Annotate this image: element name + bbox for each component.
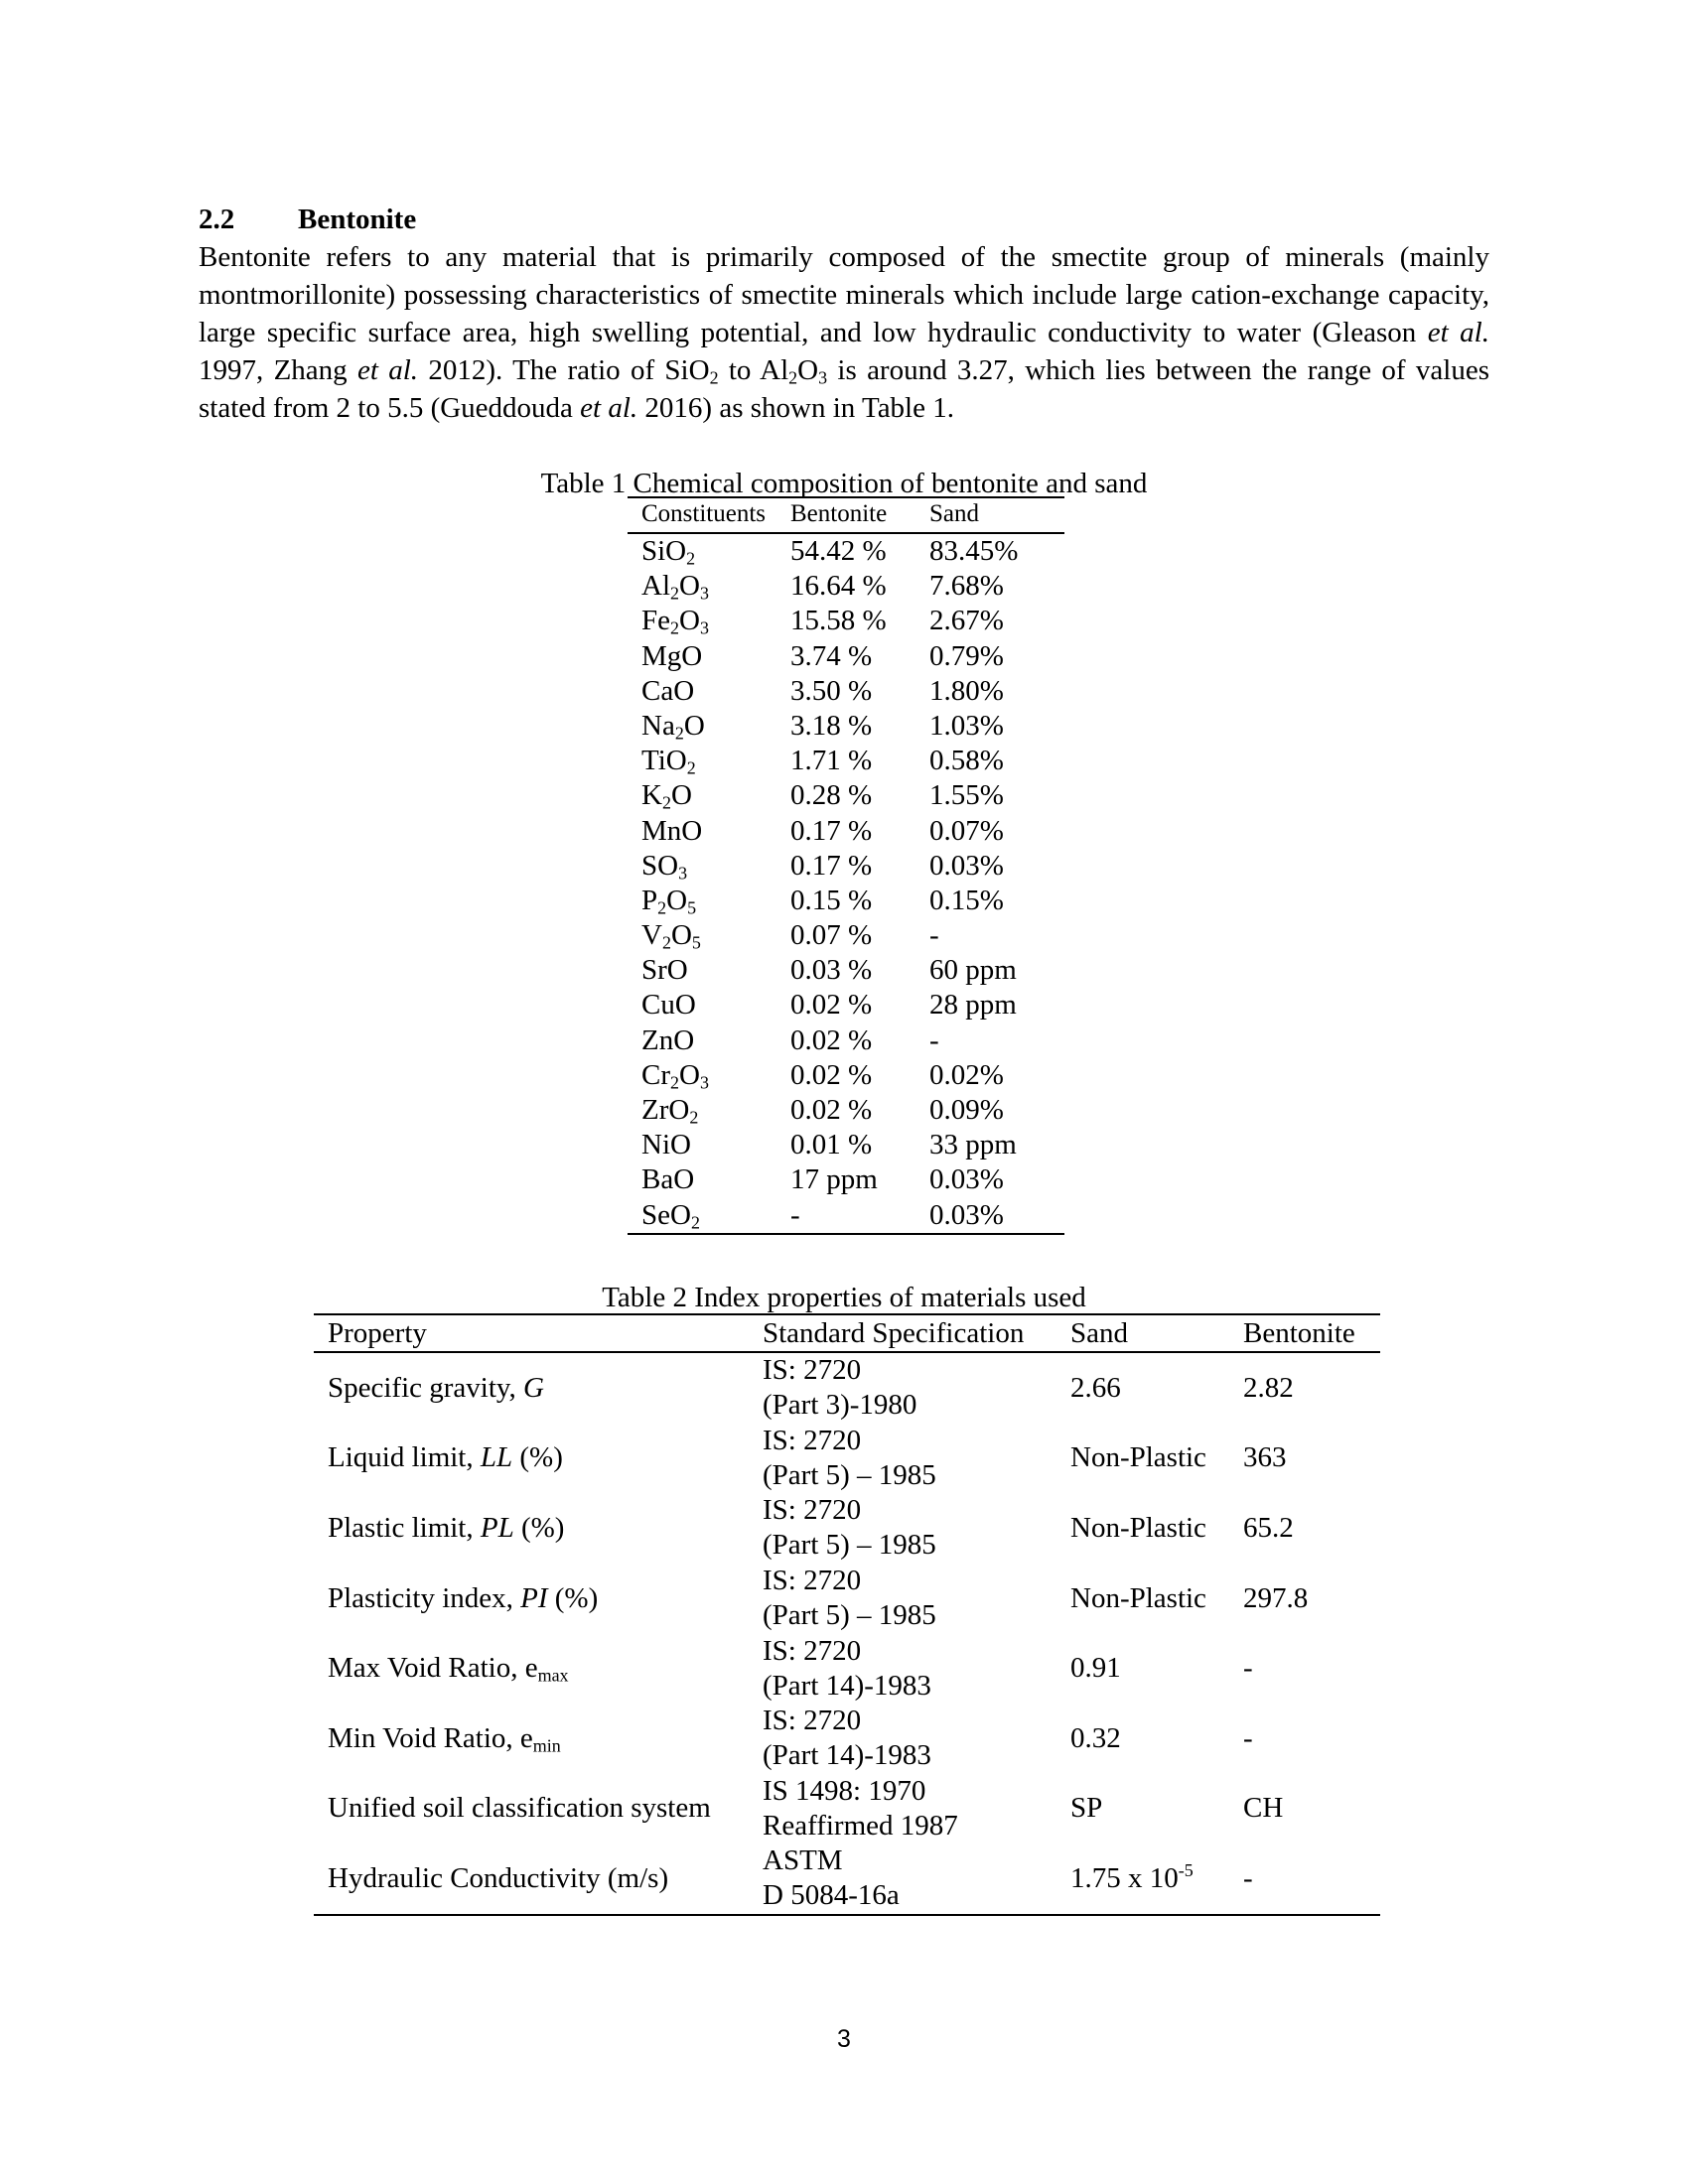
para-italic: et al. <box>1427 317 1489 348</box>
property-subscript: max <box>537 1665 569 1686</box>
constituent-cell <box>628 884 790 918</box>
bentonite-cell: 3.74 % <box>790 639 873 672</box>
sand-cell: 7.68% <box>929 570 1004 603</box>
standard-line: D 5084-16a <box>763 1879 900 1912</box>
sand-cell: 0.03% <box>929 849 1004 882</box>
table2-row <box>314 1774 1380 1844</box>
para-text: 2016) as shown in Table 1. <box>637 392 954 424</box>
section-heading <box>199 203 416 236</box>
constituent-cell <box>628 814 790 849</box>
standard-line: (Part 3)-1980 <box>763 1389 917 1422</box>
table1-row <box>628 953 1064 988</box>
property-symbol: G <box>523 1371 544 1404</box>
para-text: is around 3.27, which lies between the range of values stated from 2 to 5.5 (Gueddouda <box>199 354 1489 424</box>
formula-subscript: 2 <box>670 617 679 638</box>
table2-row <box>314 1564 1380 1634</box>
constituent-cell <box>628 674 790 709</box>
formula-subscript: 2 <box>690 1212 700 1233</box>
property-cell <box>314 1652 763 1685</box>
constituent-cell <box>628 1128 790 1162</box>
para-text: 2012). The ratio of SiO <box>418 354 710 386</box>
table1-row <box>628 709 1064 744</box>
standard-cell <box>763 1424 1070 1493</box>
table1-header-cell: Bentonite <box>790 500 888 527</box>
sand-cell: 28 ppm <box>929 989 1017 1022</box>
property-cell <box>314 1372 763 1405</box>
sand-cell: 0.09% <box>929 1094 1004 1126</box>
sand-cell: 0.58% <box>929 745 1004 777</box>
formula-subscript: 3 <box>699 583 709 604</box>
formula-part: V <box>641 919 662 952</box>
bentonite-cell: - <box>790 1198 800 1231</box>
sand-cell <box>1070 1512 1243 1545</box>
para-italic: et al. <box>580 392 638 424</box>
property-symbol: PL <box>480 1511 514 1544</box>
constituent-cell <box>628 953 790 988</box>
property-text: Liquid limit, <box>328 1441 481 1474</box>
sand-cell: 2.67% <box>929 605 1004 637</box>
table1-header <box>628 496 1064 534</box>
table1-row <box>628 778 1064 813</box>
table1-row <box>628 1162 1064 1197</box>
standard-line: IS: 2720 <box>763 1634 862 1667</box>
table1-row <box>628 814 1064 849</box>
bentonite-cell: 0.17 % <box>790 814 873 847</box>
formula-subscript: 2 <box>670 1072 679 1093</box>
bentonite-cell: - <box>1243 1721 1253 1754</box>
property-text: Plastic limit, <box>328 1511 481 1544</box>
table2 <box>314 1313 1380 1916</box>
constituent-cell <box>628 709 790 744</box>
constituent-cell <box>628 534 790 569</box>
formula-subscript: 3 <box>678 863 688 884</box>
property-text: Max Void Ratio, e <box>328 1652 538 1685</box>
bentonite-cell: CH <box>1243 1792 1284 1825</box>
table1-row <box>628 1128 1064 1162</box>
formula-part: O <box>678 605 700 637</box>
bentonite-cell: 54.42 % <box>790 535 887 567</box>
sand-cell <box>1070 1441 1243 1474</box>
standard-line: (Part 14)-1983 <box>763 1669 931 1702</box>
standard-line: IS 1498: 1970 <box>763 1774 926 1807</box>
standard-line: (Part 5) – 1985 <box>763 1599 936 1632</box>
sand-value: Non-Plastic <box>1070 1441 1206 1474</box>
bentonite-cell: 17 ppm <box>790 1163 878 1196</box>
bentonite-cell: 0.02 % <box>790 1094 873 1126</box>
property-cell <box>314 1512 763 1545</box>
formula-part: BaO <box>641 1163 695 1196</box>
sand-value: 0.91 <box>1070 1652 1121 1685</box>
property-cell <box>314 1862 763 1895</box>
para-text: O <box>797 354 819 386</box>
formula-part: O <box>678 1058 700 1091</box>
para-subscript: 3 <box>818 367 828 388</box>
standard-line: Reaffirmed 1987 <box>763 1809 958 1842</box>
para-subscript: 2 <box>788 367 798 388</box>
table1-body <box>628 534 1064 1235</box>
property-text: Unified soil classification system <box>328 1792 711 1825</box>
table1-row <box>628 674 1064 709</box>
bentonite-cell: 16.64 % <box>790 570 887 603</box>
constituent-cell <box>628 569 790 604</box>
standard-cell <box>763 1634 1070 1704</box>
bentonite-cell: 2.82 <box>1243 1371 1294 1404</box>
formula-part: O <box>670 779 692 812</box>
table1-row <box>628 918 1064 953</box>
constituent-cell <box>628 778 790 813</box>
sand-exponent: -5 <box>1178 1860 1194 1881</box>
formula-part: CuO <box>641 989 696 1022</box>
bentonite-cell: 0.07 % <box>790 919 873 952</box>
formula-subscript: 2 <box>670 583 679 604</box>
sand-value: 0.32 <box>1070 1721 1121 1754</box>
sand-value: 1.75 x 10 <box>1070 1861 1179 1894</box>
sand-cell <box>1070 1722 1243 1755</box>
constituent-cell <box>628 1024 790 1058</box>
table1-row <box>628 744 1064 778</box>
formula-part: SrO <box>641 954 688 987</box>
formula-part: K <box>641 779 662 812</box>
sand-cell: 0.02% <box>929 1058 1004 1091</box>
para-text: 1997, Zhang <box>199 354 357 386</box>
standard-cell <box>763 1564 1070 1633</box>
sand-cell: 0.79% <box>929 639 1004 672</box>
sand-cell: 1.80% <box>929 674 1004 707</box>
para-text: to Al <box>718 354 789 386</box>
table1-row <box>628 1058 1064 1093</box>
table1-row <box>628 988 1064 1023</box>
sand-cell: 33 ppm <box>929 1129 1017 1161</box>
table2-caption: Table 2 Index properties of materials used <box>602 1282 1086 1313</box>
standard-line: (Part 14)-1983 <box>763 1739 931 1772</box>
formula-subscript: 5 <box>687 897 697 918</box>
table2-row <box>314 1704 1380 1774</box>
formula-part: O <box>666 884 688 916</box>
sand-cell: 1.55% <box>929 779 1004 812</box>
bentonite-cell: 3.50 % <box>790 674 873 707</box>
sand-cell <box>1070 1372 1243 1405</box>
formula-part: Na <box>641 709 675 742</box>
table2-row <box>314 1424 1380 1494</box>
para-text: Bentonite refers to any material that is primarily composed of the smectite group of minerals (mainly montmorillonite) possessing characteristics of smectite minerals which include large cation-exchange capacity, large specific surface area, high swelling potential, and low hydraulic conductivity to water (Gleason <box>199 241 1489 348</box>
property-cell <box>314 1441 763 1474</box>
standard-line: IS: 2720 <box>763 1424 862 1456</box>
section-number: 2.2 <box>199 204 235 235</box>
sand-cell <box>1070 1862 1243 1895</box>
sand-cell: 0.03% <box>929 1163 1004 1196</box>
table2-header-cell: Sand <box>1070 1317 1128 1349</box>
table1-header-cell: Sand <box>929 500 979 527</box>
sand-cell <box>1070 1792 1243 1825</box>
property-symbol: PI <box>520 1581 548 1614</box>
sand-value: 2.66 <box>1070 1371 1121 1404</box>
table2-header <box>314 1313 1380 1353</box>
page-number: 3 <box>837 2025 851 2053</box>
property-cell <box>314 1582 763 1615</box>
table1-row <box>628 569 1064 604</box>
standard-line: (Part 5) – 1985 <box>763 1529 936 1562</box>
standard-line: IS: 2720 <box>763 1494 862 1527</box>
standard-cell <box>763 1493 1070 1563</box>
formula-subscript: 5 <box>691 932 701 953</box>
sand-cell: - <box>929 919 939 952</box>
formula-part: SeO <box>641 1198 691 1231</box>
constituent-cell <box>628 639 790 674</box>
formula-part: O <box>683 709 705 742</box>
table2-header-cell: Bentonite <box>1243 1317 1355 1349</box>
formula-part: NiO <box>641 1129 691 1161</box>
bentonite-cell: 363 <box>1243 1441 1287 1474</box>
formula-subscript: 2 <box>661 932 671 953</box>
table1-row <box>628 1093 1064 1128</box>
standard-cell <box>763 1704 1070 1773</box>
formula-part: ZnO <box>641 1024 695 1056</box>
property-text: Hydraulic Conductivity (m/s) <box>328 1861 669 1894</box>
formula-part: P <box>641 884 658 916</box>
bentonite-cell: 3.18 % <box>790 709 873 742</box>
section-title: Bentonite <box>298 204 417 235</box>
bentonite-cell: 0.02 % <box>790 1058 873 1091</box>
standard-cell <box>763 1843 1070 1913</box>
sand-value: Non-Plastic <box>1070 1581 1206 1614</box>
sand-cell: 83.45% <box>929 535 1019 567</box>
constituent-cell <box>628 604 790 638</box>
para-subscript: 2 <box>709 367 719 388</box>
sand-value: SP <box>1070 1792 1103 1825</box>
property-unit: (%) <box>512 1441 563 1474</box>
formula-part: SiO <box>641 535 687 567</box>
property-cell <box>314 1792 763 1825</box>
bentonite-cell: 0.02 % <box>790 1024 873 1056</box>
bentonite-cell: 297.8 <box>1243 1581 1309 1614</box>
property-unit: (%) <box>513 1511 565 1544</box>
formula-part: MnO <box>641 814 703 847</box>
property-text: Min Void Ratio, e <box>328 1721 533 1754</box>
property-symbol: LL <box>480 1441 513 1474</box>
table2-header-cell: Property <box>328 1317 427 1349</box>
table1-row <box>628 604 1064 638</box>
bentonite-cell: 1.71 % <box>790 745 873 777</box>
bentonite-cell: 65.2 <box>1243 1511 1294 1544</box>
table1-row <box>628 639 1064 674</box>
property-text: Specific gravity, <box>328 1371 524 1404</box>
bentonite-cell: 0.28 % <box>790 779 873 812</box>
formula-subscript: 2 <box>686 548 696 569</box>
formula-part: CaO <box>641 674 695 707</box>
table2-header-cell: Standard Specification <box>763 1317 1025 1349</box>
standard-line: ASTM <box>763 1844 843 1877</box>
formula-subscript: 3 <box>699 1072 709 1093</box>
formula-part: Al <box>641 570 670 603</box>
bentonite-cell: 0.15 % <box>790 884 873 916</box>
formula-subscript: 3 <box>699 617 709 638</box>
formula-subscript: 2 <box>686 757 696 778</box>
property-subscript: min <box>532 1735 561 1756</box>
table2-body <box>314 1353 1380 1916</box>
table1-row <box>628 1024 1064 1058</box>
formula-part: Cr <box>641 1058 670 1091</box>
standard-cell <box>763 1353 1070 1423</box>
bentonite-cell: 0.17 % <box>790 849 873 882</box>
standard-line: IS: 2720 <box>763 1354 862 1387</box>
table2-row <box>314 1843 1380 1914</box>
formula-subscript: 2 <box>674 723 684 744</box>
sand-cell <box>1070 1582 1243 1615</box>
standard-cell <box>763 1774 1070 1843</box>
formula-part: O <box>678 570 700 603</box>
sand-value: Non-Plastic <box>1070 1511 1206 1544</box>
sand-cell: - <box>929 1024 939 1056</box>
bentonite-cell: 15.58 % <box>790 605 887 637</box>
body-paragraph <box>199 238 1489 427</box>
constituent-cell <box>628 1058 790 1093</box>
constituent-cell <box>628 1198 790 1233</box>
formula-part: Fe <box>641 605 670 637</box>
table1-row <box>628 849 1064 884</box>
constituent-cell <box>628 744 790 778</box>
sand-cell: 60 ppm <box>929 954 1017 987</box>
property-cell <box>314 1722 763 1755</box>
formula-part: ZrO <box>641 1094 690 1126</box>
formula-part: SO <box>641 849 679 882</box>
standard-line: IS: 2720 <box>763 1565 862 1597</box>
sand-cell: 0.15% <box>929 884 1004 916</box>
table1-caption: Table 1 Chemical composition of bentonite and sand <box>540 468 1148 499</box>
sand-cell <box>1070 1652 1243 1685</box>
bentonite-cell: 0.01 % <box>790 1129 873 1161</box>
formula-part: TiO <box>641 745 687 777</box>
table1-row <box>628 534 1064 569</box>
sand-cell: 0.07% <box>929 814 1004 847</box>
bentonite-cell: - <box>1243 1861 1253 1894</box>
formula-subscript: 2 <box>657 897 667 918</box>
bentonite-cell: 0.02 % <box>790 989 873 1022</box>
sand-cell: 1.03% <box>929 709 1004 742</box>
formula-subscript: 2 <box>661 792 671 813</box>
bentonite-cell: - <box>1243 1652 1253 1685</box>
formula-part: MgO <box>641 639 703 672</box>
table2-row <box>314 1493 1380 1564</box>
standard-line: (Part 5) – 1985 <box>763 1458 936 1491</box>
sand-cell: 0.03% <box>929 1198 1004 1231</box>
table1-row <box>628 1198 1064 1233</box>
constituent-cell <box>628 988 790 1023</box>
formula-subscript: 2 <box>689 1107 699 1128</box>
table2-row <box>314 1633 1380 1704</box>
table1-row <box>628 884 1064 918</box>
bentonite-cell: 0.03 % <box>790 954 873 987</box>
standard-line: IS: 2720 <box>763 1705 862 1737</box>
constituent-cell <box>628 849 790 884</box>
table1 <box>628 496 1064 1235</box>
property-unit: (%) <box>547 1581 599 1614</box>
constituent-cell <box>628 1093 790 1128</box>
para-italic: et al. <box>356 354 419 386</box>
constituent-cell <box>628 1162 790 1197</box>
table1-header-cell: Constituents <box>641 500 767 527</box>
property-text: Plasticity index, <box>328 1581 521 1614</box>
constituent-cell <box>628 918 790 953</box>
formula-part: O <box>670 919 692 952</box>
table2-row <box>314 1353 1380 1424</box>
